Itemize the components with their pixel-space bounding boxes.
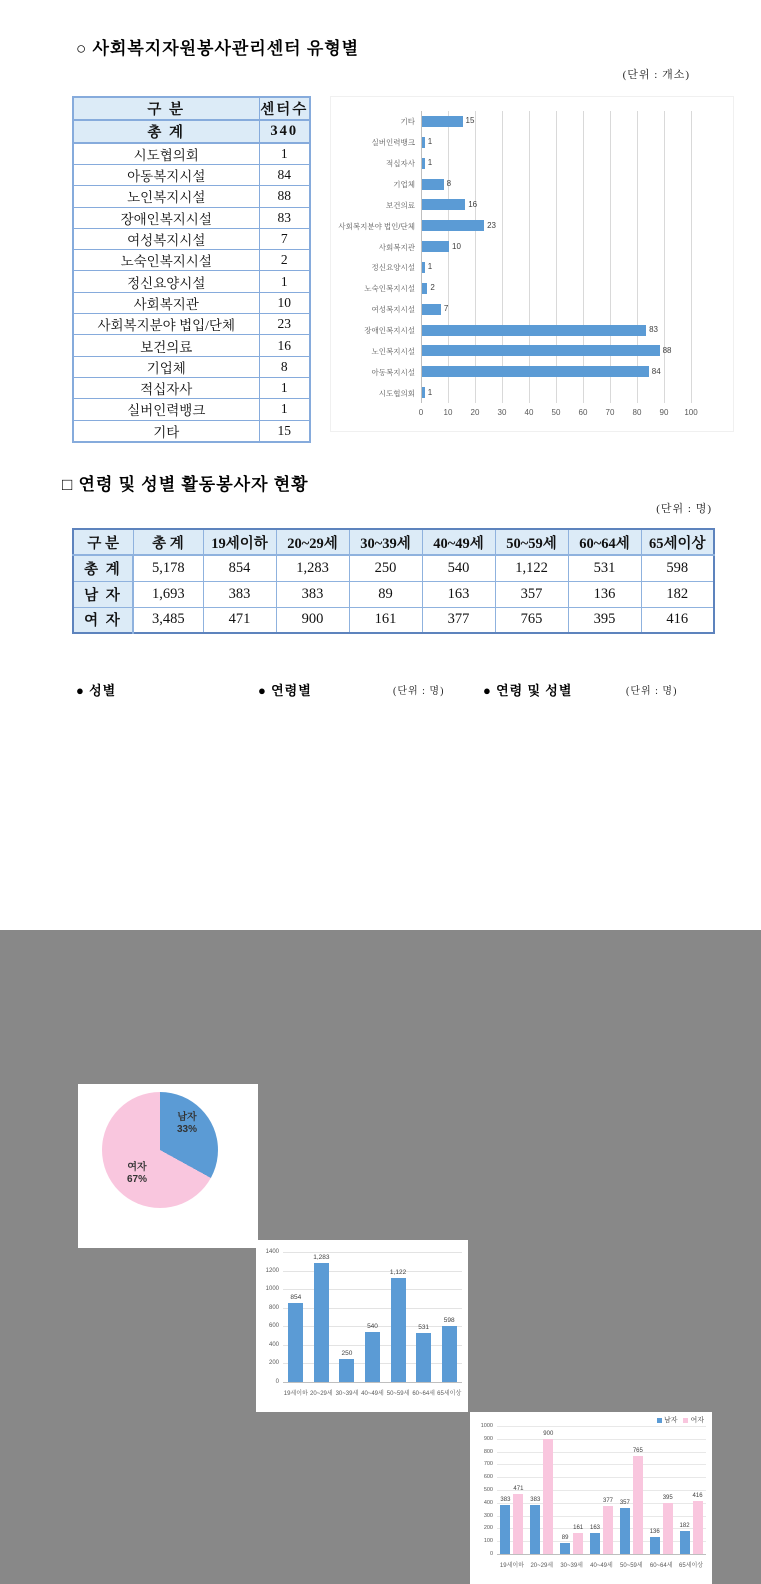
count-cell: 2 xyxy=(259,250,310,271)
row-header-cell: 총 계 xyxy=(73,555,133,581)
count-cell: 23 xyxy=(259,314,310,335)
value-label: 161 xyxy=(573,1525,584,1532)
bar xyxy=(633,1456,643,1554)
category-label: 노숙인복지시설 xyxy=(364,284,415,294)
pie-slice-label: 여자 xyxy=(127,1162,147,1173)
bar xyxy=(314,1263,329,1382)
axis-tick-label: 80 xyxy=(632,408,642,417)
gridline xyxy=(497,1464,706,1465)
axis-tick-label: 1400 xyxy=(265,1249,279,1255)
bar xyxy=(422,137,425,148)
count-cell: 83 xyxy=(259,207,310,228)
category-label: 아동복지시설 xyxy=(371,367,415,377)
table-row xyxy=(73,335,310,356)
center-type-bar-chart xyxy=(330,96,734,432)
category-label: 기업체 xyxy=(393,180,415,189)
axis-tick-label: 30 xyxy=(497,408,507,417)
table-row xyxy=(73,165,310,186)
value-label: 250 xyxy=(341,1349,353,1357)
value-cell: 5,178 xyxy=(133,555,203,581)
center-type-table xyxy=(72,96,311,443)
category-label: 19세이하 xyxy=(499,1563,524,1569)
value-label: 1,122 xyxy=(389,1268,407,1276)
category-cell: 장애인복지시설 xyxy=(73,207,259,228)
legend-label: 남자 xyxy=(663,1417,678,1424)
value-label: 765 xyxy=(632,1448,643,1455)
axis-tick-label: 100 xyxy=(483,1538,493,1545)
bar xyxy=(543,1439,553,1554)
bar xyxy=(663,1503,673,1554)
category-cell: 사회복지분야 법입/단체 xyxy=(73,314,259,335)
category-label: 실버인력뱅크 xyxy=(371,138,415,148)
axis-tick-label: 300 xyxy=(483,1512,493,1519)
value-label: 383 xyxy=(530,1496,541,1503)
value-cell: 총 계 xyxy=(133,529,203,555)
bar xyxy=(422,179,444,190)
value-label: 1 xyxy=(427,158,433,168)
axis-tick-label: 0 xyxy=(418,408,424,417)
pie-slice-value: 33% xyxy=(176,1124,197,1135)
value-cell: 471 xyxy=(203,607,276,633)
category-cell: 시도협의회 xyxy=(73,143,259,165)
axis-tick-label: 600 xyxy=(483,1474,493,1481)
category-cell: 정신요양시설 xyxy=(73,271,259,292)
axis-tick-label: 800 xyxy=(268,1304,279,1311)
row-header-cell: 남 자 xyxy=(73,581,133,607)
value-label: 531 xyxy=(418,1323,430,1331)
gridline xyxy=(283,1252,462,1253)
value-cell: 3,485 xyxy=(133,607,203,633)
value-label: 88 xyxy=(662,345,672,355)
axis-tick-label: 900 xyxy=(483,1435,493,1442)
count-cell: 1 xyxy=(259,377,310,398)
gridline xyxy=(637,111,638,403)
legend-swatch xyxy=(683,1418,688,1423)
value-cell: 50~59세 xyxy=(495,529,568,555)
value-label: 540 xyxy=(367,1322,378,1330)
axis-tick-label: 200 xyxy=(268,1360,279,1367)
pie-slice-label: 남자 xyxy=(177,1112,197,1123)
value-label: 182 xyxy=(679,1522,690,1529)
axis-tick-label: 100 xyxy=(684,408,698,417)
axis-tick-label: 400 xyxy=(268,1341,279,1348)
value-cell: 136 xyxy=(568,581,641,607)
gender-pie-chart xyxy=(78,1084,258,1248)
value-cell: 89 xyxy=(349,581,422,607)
age-chart-label: ● 연령별 xyxy=(258,683,312,698)
value-cell: 765 xyxy=(495,607,568,633)
section1-title: ○ 사회복지자원봉사관리센터 유형별 xyxy=(76,39,360,58)
value-label: 7 xyxy=(443,304,449,314)
axis-tick-label: 40 xyxy=(524,408,534,417)
gridline xyxy=(497,1426,706,1427)
bar xyxy=(422,345,660,356)
value-cell: 540 xyxy=(422,555,495,581)
category-label: 50~59세 xyxy=(386,1391,410,1397)
value-label: 83 xyxy=(649,325,658,334)
value-cell: 1,283 xyxy=(276,555,349,581)
value-label: 377 xyxy=(602,1497,613,1504)
axis-tick-label: 1000 xyxy=(265,1286,279,1293)
count-cell: 8 xyxy=(259,356,310,377)
category-cell: 여성복지시설 xyxy=(73,228,259,249)
gridline xyxy=(497,1477,706,1478)
bar xyxy=(650,1537,660,1554)
category-label: 장애인복지시설 xyxy=(364,326,415,335)
category-cell: 노숙인복지시설 xyxy=(73,250,259,271)
age-gender-chart-unit: (단위 : 명) xyxy=(626,686,678,697)
value-label: 357 xyxy=(619,1500,630,1507)
bar xyxy=(620,1508,630,1554)
category-cell: 사회복지관 xyxy=(73,292,259,313)
axis-tick-label: 500 xyxy=(483,1487,493,1493)
category-label: 노인복지시설 xyxy=(371,346,415,356)
section1-unit-label: (단위 : 개소) xyxy=(622,69,690,81)
axis-tick-label: 0 xyxy=(275,1379,279,1385)
category-label: 20~29세 xyxy=(310,1391,333,1397)
axis-tick-label: 50 xyxy=(551,408,561,417)
value-cell: 383 xyxy=(203,581,276,607)
table-row xyxy=(73,356,310,377)
gridline xyxy=(556,111,557,403)
count-cell: 10 xyxy=(259,292,310,313)
value-cell: 1,122 xyxy=(495,555,568,581)
bar xyxy=(422,116,463,127)
bar xyxy=(530,1505,540,1554)
value-cell: 20~29세 xyxy=(276,529,349,555)
gridline xyxy=(283,1289,462,1290)
value-cell: 383 xyxy=(276,581,349,607)
value-cell: 250 xyxy=(349,555,422,581)
category-cell: 구 분 xyxy=(73,97,259,120)
table-row xyxy=(73,143,310,165)
gridline xyxy=(691,111,692,403)
gridline xyxy=(497,1516,706,1517)
bar xyxy=(422,387,425,398)
gridline xyxy=(283,1308,462,1309)
row-header-cell: 구 분 xyxy=(73,529,133,555)
axis-tick-label: 60 xyxy=(578,408,588,417)
axis-tick-label: 10 xyxy=(443,408,453,417)
value-label: 136 xyxy=(649,1528,660,1535)
count-cell: 센터수 xyxy=(259,97,310,120)
bar xyxy=(422,283,427,294)
value-label: 84 xyxy=(651,366,661,376)
age-chart-unit: (단위 : 명) xyxy=(393,686,445,697)
category-label: 65세이상 xyxy=(437,1391,462,1397)
value-cell: 161 xyxy=(349,607,422,633)
bar xyxy=(422,366,649,377)
value-cell: 598 xyxy=(641,555,714,581)
table1-total-row xyxy=(73,120,310,143)
count-cell: 15 xyxy=(259,420,310,442)
gridline xyxy=(497,1452,706,1453)
gridline xyxy=(446,111,452,403)
axis-tick-label: 200 xyxy=(483,1525,493,1532)
category-label: 시도협의회 xyxy=(378,388,415,398)
table2-header-row xyxy=(73,529,714,555)
bar xyxy=(422,199,465,210)
category-cell: 기업체 xyxy=(73,356,259,377)
age-gender-table xyxy=(72,528,715,634)
count-cell: 88 xyxy=(259,186,310,207)
category-label: 60~64세 xyxy=(649,1563,673,1569)
gridline xyxy=(583,111,584,403)
legend-item xyxy=(683,1415,704,1425)
category-label: 사회복지관 xyxy=(378,242,415,252)
legend xyxy=(657,1415,704,1425)
category-label: 기타 xyxy=(400,117,415,127)
value-cell: 395 xyxy=(568,607,641,633)
bar xyxy=(590,1533,600,1554)
bar xyxy=(422,304,441,315)
bar xyxy=(500,1505,510,1554)
axis-tick-label: 600 xyxy=(268,1323,279,1330)
value-label: 900 xyxy=(543,1430,554,1437)
value-label: 1 xyxy=(427,137,433,147)
row-header-cell: 여 자 xyxy=(73,607,133,633)
age-bar-chart xyxy=(256,1240,468,1412)
category-label: 보건의료 xyxy=(386,200,415,210)
bar xyxy=(422,262,425,273)
value-label: 23 xyxy=(487,220,496,230)
category-label: 60~64세 xyxy=(412,1391,435,1397)
category-label: 적십자사 xyxy=(386,159,415,169)
table-row xyxy=(73,555,714,581)
bar xyxy=(288,1303,303,1382)
category-label: 19세이하 xyxy=(283,1391,308,1397)
value-cell: 377 xyxy=(422,607,495,633)
value-label: 395 xyxy=(662,1495,673,1502)
count-cell: 1 xyxy=(259,399,310,420)
gridline xyxy=(283,1382,462,1383)
bar xyxy=(422,158,425,169)
bar xyxy=(680,1531,690,1554)
value-label: 16 xyxy=(468,199,478,209)
value-cell: 40~49세 xyxy=(422,529,495,555)
table-row xyxy=(73,607,714,633)
table-row xyxy=(73,271,310,292)
bar xyxy=(339,1359,354,1382)
axis-tick-label: 800 xyxy=(483,1448,493,1455)
category-cell: 총 계 xyxy=(73,120,259,143)
gridline xyxy=(497,1554,706,1555)
bar xyxy=(513,1494,523,1554)
value-label: 89 xyxy=(561,1534,569,1541)
legend-label: 여자 xyxy=(690,1417,704,1424)
value-cell: 19세이하 xyxy=(203,529,276,555)
category-label: 사회복지분야 법인/단체 xyxy=(338,221,415,231)
table1-header-row xyxy=(73,97,310,120)
value-label: 1 xyxy=(427,262,433,272)
bar xyxy=(365,1332,380,1382)
count-cell: 340 xyxy=(259,120,310,143)
value-cell: 416 xyxy=(641,607,714,633)
table-row xyxy=(73,314,310,335)
category-cell: 보건의료 xyxy=(73,335,259,356)
axis-tick-label: 400 xyxy=(483,1499,493,1506)
value-cell: 531 xyxy=(568,555,641,581)
axis-tick-label: 700 xyxy=(483,1461,493,1468)
value-label: 15 xyxy=(465,116,475,126)
value-cell: 1,693 xyxy=(133,581,203,607)
axis-tick-label: 0 xyxy=(489,1551,493,1557)
gridline xyxy=(421,111,422,403)
table-row xyxy=(73,250,310,271)
value-label: 2 xyxy=(430,283,435,293)
value-cell: 900 xyxy=(276,607,349,633)
value-cell: 163 xyxy=(422,581,495,607)
value-cell: 60~64세 xyxy=(568,529,641,555)
age-gender-chart-label: ● 연령 및 성별 xyxy=(483,683,573,698)
value-label: 471 xyxy=(513,1485,524,1492)
gridline xyxy=(283,1271,462,1272)
gender-chart-label: ● 성별 xyxy=(76,683,117,698)
legend-item xyxy=(657,1415,678,1425)
axis-tick-label: 1000 xyxy=(480,1423,493,1429)
axis-tick-label: 70 xyxy=(605,408,615,417)
gridline xyxy=(497,1439,706,1440)
gridline xyxy=(610,111,611,403)
category-cell: 아동복지시설 xyxy=(73,165,259,186)
section2-title: □ 연령 및 성별 활동봉사자 현황 xyxy=(62,475,309,494)
value-label: 8 xyxy=(446,179,452,188)
bar xyxy=(442,1326,457,1382)
value-cell: 65세이상 xyxy=(641,529,714,555)
pie-slice-value: 67% xyxy=(126,1174,147,1185)
category-cell: 실버인력뱅크 xyxy=(73,399,259,420)
bar xyxy=(422,220,484,231)
count-cell: 1 xyxy=(259,271,310,292)
category-label: 40~49세 xyxy=(361,1391,384,1397)
value-label: 10 xyxy=(452,241,461,251)
axis-tick-label: 20 xyxy=(470,408,480,417)
category-label: 20~29세 xyxy=(530,1563,554,1569)
table-row xyxy=(73,207,310,228)
table-row xyxy=(73,377,310,398)
category-label: 30~39세 xyxy=(560,1563,583,1569)
value-label: 598 xyxy=(443,1317,455,1325)
gridline xyxy=(497,1541,706,1542)
category-cell: 기타 xyxy=(73,420,259,442)
value-cell: 30~39세 xyxy=(349,529,422,555)
axis-tick-label: 90 xyxy=(659,408,669,417)
value-label: 854 xyxy=(290,1293,302,1301)
value-label: 383 xyxy=(500,1496,511,1503)
count-cell: 7 xyxy=(259,228,310,249)
table-row xyxy=(73,292,310,313)
gridline xyxy=(475,111,476,403)
gridline xyxy=(529,111,530,403)
category-label: 30~39세 xyxy=(335,1391,359,1397)
count-cell: 16 xyxy=(259,335,310,356)
category-label: 65세이상 xyxy=(679,1563,704,1569)
bar xyxy=(391,1278,406,1382)
table-row xyxy=(73,186,310,207)
value-label: 1 xyxy=(427,387,433,397)
table-row xyxy=(73,399,310,420)
bar xyxy=(560,1543,570,1554)
bar xyxy=(693,1501,703,1554)
value-label: 416 xyxy=(692,1492,703,1499)
table-row xyxy=(73,581,714,607)
category-label: 여성복지시설 xyxy=(371,305,415,315)
value-cell: 357 xyxy=(495,581,568,607)
count-cell: 1 xyxy=(259,143,310,165)
value-label: 1,283 xyxy=(313,1253,330,1261)
bar xyxy=(603,1506,613,1554)
category-label: 40~49세 xyxy=(590,1563,613,1569)
count-cell: 84 xyxy=(259,165,310,186)
category-label: 50~59세 xyxy=(620,1563,643,1569)
bar xyxy=(422,325,646,336)
category-label: 정신요양시설 xyxy=(371,263,415,273)
value-cell: 182 xyxy=(641,581,714,607)
table-row xyxy=(73,420,310,442)
table-row xyxy=(73,228,310,249)
section2-unit-label: (단위 : 명) xyxy=(656,503,712,515)
category-cell: 노인복지시설 xyxy=(73,186,259,207)
value-cell: 854 xyxy=(203,555,276,581)
category-cell: 적십자사 xyxy=(73,377,259,398)
age-gender-grouped-chart xyxy=(470,1412,712,1584)
legend-swatch xyxy=(657,1418,662,1423)
gridline xyxy=(502,111,503,403)
bar xyxy=(416,1333,431,1382)
gridline xyxy=(664,111,665,403)
bar xyxy=(573,1533,583,1554)
axis-tick-label: 1200 xyxy=(265,1267,279,1274)
value-label: 163 xyxy=(589,1525,600,1532)
bar xyxy=(422,241,449,252)
